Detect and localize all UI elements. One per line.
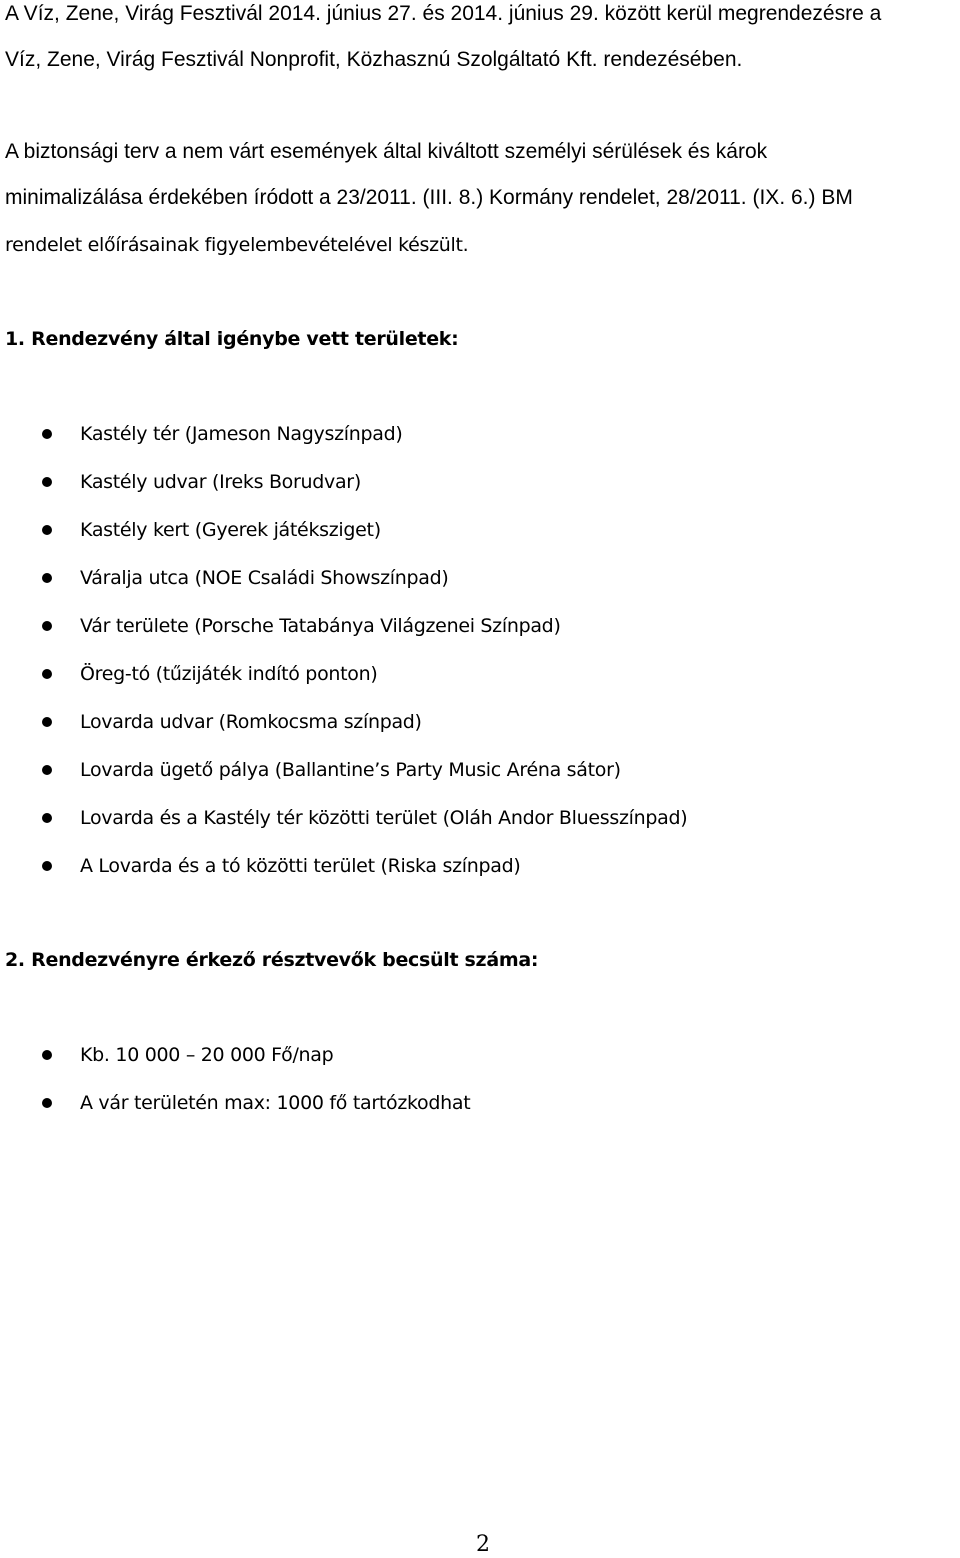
bullet-icon [42,861,52,871]
bullet-icon [42,429,52,439]
intro-line-1: A Víz, Zene, Virág Fesztivál 2014. június 27. és 2014. június 29. között kerül megrendezésre a [5,2,882,25]
intro-line-2: Víz, Zene, Virág Fesztivál Nonprofit, Közhasznú Szolgáltató Kft. rendezésében. [5,48,743,71]
area-label: A Lovarda és a tó közötti terület (Riska színpad) [80,855,521,877]
area-label: Lovarda udvar (Romkocsma színpad) [80,711,422,733]
bullet-icon [42,573,52,583]
bullet-icon [42,477,52,487]
area-label: Kastély tér (Jameson Nagyszínpad) [80,423,403,445]
safety-line-3: rendelet előírásainak figyelembevételével készült. [5,234,469,256]
area-label: Lovarda ügető pálya (Ballantine’s Party Music Aréna sátor) [80,759,621,781]
safety-line-2: minimalizálása érdekében íródott a 23/2011. (III. 8.) Kormány rendelet, 28/2011. (IX. 6.) BM [5,186,853,209]
bullet-icon [42,1050,52,1060]
bullet-icon [42,765,52,775]
attendance-label: A vár területén max: 1000 fő tartózkodhat [80,1092,471,1114]
area-label: Öreg-tó (tűzijáték indító ponton) [80,663,378,685]
bullet-icon [42,813,52,823]
area-label: Vár területe (Porsche Tatabánya Világzenei Színpad) [80,615,561,637]
area-label: Kastély udvar (Ireks Borudvar) [80,471,361,493]
area-label: Lovarda és a Kastély tér közötti terület (Oláh Andor Bluesszínpad) [80,807,688,829]
section-2-heading: 2. Rendezvényre érkező résztvevők becsült száma: [5,949,539,971]
page-number: 2 [476,1532,490,1557]
bullet-icon [42,525,52,535]
section-1-heading: 1. Rendezvény által igénybe vett területek: [5,328,459,350]
bullet-icon [42,717,52,727]
safety-line-1: A biztonsági terv a nem várt események által kiváltott személyi sérülések és károk [5,140,768,163]
area-label: Váralja utca (NOE Családi Showszínpad) [80,567,449,589]
bullet-icon [42,669,52,679]
attendance-label: Kb. 10 000 – 20 000 Fő/nap [80,1044,334,1066]
area-label: Kastély kert (Gyerek játéksziget) [80,519,381,541]
bullet-icon [42,1098,52,1108]
bullet-icon [42,621,52,631]
